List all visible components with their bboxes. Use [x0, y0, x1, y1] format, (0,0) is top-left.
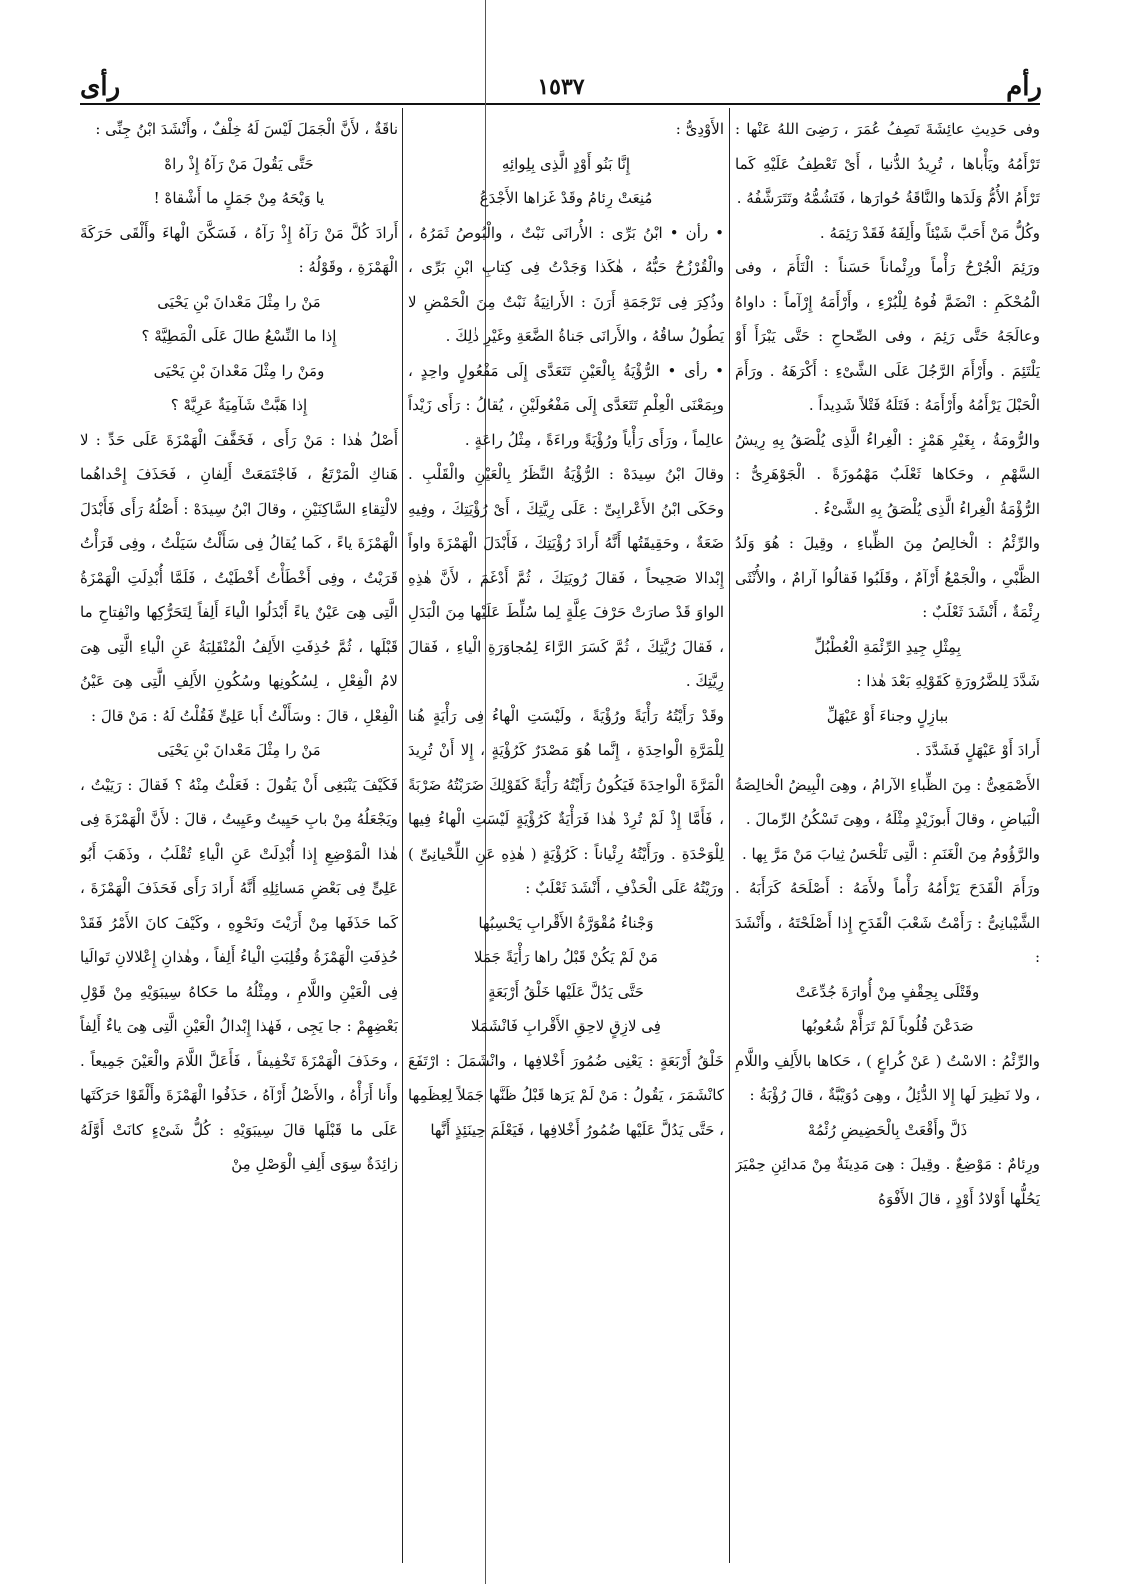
verse-line: إِذا ما النِّسْعُ طالَ عَلَى الْمَطِيَّهْ ؟ — [141, 327, 337, 345]
paragraph: وكُلُّ مَنْ أَحَبَّ شَيْئاً وأَلِفَهُ فَقَدْ رَئِمَهُ . — [819, 223, 1040, 242]
verse-line: وقَتْلَى بِحِقْفٍ مِنْ أُوارَةَ جُدِّعَتْ — [795, 982, 980, 1001]
header-rule — [80, 103, 1040, 105]
column-divider-left — [402, 108, 403, 1563]
verse-line: مُنِعَتْ رِئامُ وقَدْ غَزاها الأَجْدَعُ — [479, 189, 653, 207]
paragraph: وقَدْ رَأَيْتُهُ رَأْيَةً ورُؤْيَةً ، ولَيْسَتِ الْهاءُ فِى رَأْيَةٍ هُنا لِلْمَرَّةِ الْواحِدَةِ ، إِنَّما هُوَ مَصْدَرٌ كَرُؤْيَةٍ ، إِلا أَنْ تُرِيدَ الْمَرَّةَ الْواحِدَةَ فَيَكُونُ رَأَيْتُهُ رَأْيَةً كَقَوْلِكَ ضَرَبْتُهُ ضَرْبَةً ، فَأَمَّا إِذْ لَمْ تُرِدْ هٰذا فَرَأْيَةٌ كَرُؤْيَةٍ لَيْسَتِ الْهاءُ فِيها لِلْوَحْدَةِ . ورَأَيْتُهُ رِئْياناً : كَرُؤْيَةٍ ( هٰذِهِ عَنِ اللِّحْيانِىِّ ) ورَيْتُهُ عَلَى الْحَذْفِ ، أَنْشَدَ ثَعْلَبٌ : — [408, 706, 724, 897]
paragraph: والرُّومَةُ ، بِغَيْرِ هَمْزٍ : الْغِراءُ الَّذِى يُلْصَقُ بِهِ رِيشُ السَّهْمِ ، وحَكاها ثَعْلَبٌ مَهْمُوزَةً . الْجَوْهَرِىُّ : الرُّؤْمَةُ الْغِراءُ الَّذِى يُلْصَقُ بِهِ الشَّىْءُ . — [735, 430, 1040, 518]
paragraph: الأَصْمَعِىُّ : مِنَ الظِّباءِ الآرامُ ، وهِىَ الْبِيضُ الْخالِصَةُ الْبَياضِ ، وقالَ أَبوزَيْدٍ مِثْلَهُ ، وهِىَ تَسْكُنُ الرِّمالَ . — [735, 775, 1040, 828]
verse-line: فِى لازِقٍ لاحِقِ الأَقْرابِ فَانْشَمَلا — [471, 1017, 661, 1035]
paragraph: شَدَّدَ لِلضَّرُورَةِ كَقَوْلِهِ بَعْدَ هٰذا : — [856, 672, 1040, 690]
text-column-middle — [408, 112, 724, 1562]
paragraph: ورَئِمَ الْجُرْحُ رَأْماً ورِئْماناً حَسَناً : الْتَأَمَ ، وفى الْمُحْكَمِ : انْضَمَّ فُوهُ لِلْبُرْءِ ، وأَرْأَمَهُ إِرْآماً : داواهُ وعالَجَهُ حَتَّى رَئِمَ ، وفى الصِّحاحِ : حَتَّى يَبْرَأَ أَوْ يَلْتَئِمَ . وأَرْأَمَ الرَّجُلَ عَلَى الشَّىْءِ : أَكْرَهَهُ . ورَأَمَ الْحَبْلَ يَرْأَمُهُ وأَرْأَمَهُ : فَتَلَهُ فَتْلاً شَدِيداً . — [735, 258, 1040, 414]
paragraph: والرِّئْمُ : الْخالِصُ مِنَ الظِّباءِ ، وقِيلَ : هُوَ وَلَدُ الظَّبْىِ ، والْجَمْعُ أَرْآمٌ ، وقَلَبُوا فَقالُوا آرامٌ ، والأُنْثَى رِئْمَةٌ ، أَنْشَدَ ثَعْلَبٌ : — [735, 534, 1040, 621]
verse-line: مَنْ را مِثْلَ مَعْدانَ بْنِ يَحْيَى — [157, 741, 321, 759]
running-head-left: رأى — [80, 72, 121, 102]
paragraph: خَلْقُ أَرْبَعَةٍ : يَعْنِى ضُمُورَ أَخْلافِها ، وانْشَمَلَ : ارْتَفَعَ كانْشَمَرَ ، يَقُولُ : مَنْ لَمْ يَرَها قَبْلُ ظَنَّها جَمَلاً لِعِظَمِها ، حَتَّى يَدُلَّ عَلَيْها ضُمُورُ أَخْلافِها ، فَيَعْلَمَ حِينَئِذٍ أَنَّها — [408, 1051, 724, 1139]
text-column-right — [735, 112, 1040, 1562]
page-number: ١٥٣٧ — [537, 74, 585, 100]
verse-line: إِذا هَبَّتْ شَآمِيَةٌ عَرِيَّهْ ؟ — [170, 396, 308, 414]
verse-line: بِمِثْلِ جِيدِ الرِّئْمَةِ الْعُطْبُلِّ — [814, 637, 961, 656]
verse-line: حَتَّى يَدُلَّ عَلَيْها خَلْقُ أَرْبَعَةٍ — [488, 982, 644, 1001]
verse-line: مَنْ را مِثْلَ مَعْدانَ بْنِ يَحْيَى — [157, 292, 321, 311]
paragraph: • رأى • الرُّؤْيَةُ بِالْعَيْنِ تَتَعَدَّى إِلَى مَفْعُولٍ واحِدٍ ، وبِمَعْنَى الْعِلْمِ تَتَعَدَّى إِلَى مَفْعُولَيْنِ ، يُقالُ : رَأَى زَيْداً عالِماً ، ورَأَى رَأْياً ورُؤْيَةً وراءَةً ، مِثْلُ راعَةٍ . — [408, 361, 724, 449]
paragraph: ورِئامٌ : مَوْضِعٌ . وقِيلَ : هِىَ مَدِينَةٌ مِنْ مَدائِنِ حِمْيَرَ يَحُلُّها أَوْلادُ أَوْدٍ ، قالَ الأَفْوَهُ — [735, 1155, 1040, 1208]
paragraph: ورَأَمَ الْقَدَحَ يَرْأَمُهُ رَأْماً ولأَمَهُ : أَصْلَحَهُ كَرَأَبَهُ . الشَّيْبانِىُّ : رَأَمْتُ شَعْبَ الْقَدَحِ إِذا أَصْلَحْتَهُ ، وأَنْشَدَ : — [735, 879, 1040, 966]
paragraph: والرَّؤُومُ مِنَ الْغَنَمِ : الَّتِى تَلْحَسُ ثِيابَ مَنْ مَرَّ بِها . — [741, 844, 1040, 863]
paragraph: • رأن • ابْنُ بَرِّى : الأُرانَى نَبْتٌ ، والْبُوصُ ثَمَرُهُ ، والْقُرْزُحُ حَبُّهُ ، هٰكَذا وَجَدْتُ فِى كِتابِ ابْنِ بَرِّى ، وذُكِرَ فِى تَرْجَمَةِ أَرَنَ : الأَرانِيَةُ نَبْتٌ مِنَ الْحَمْضِ لا يَطُولُ ساقُهُ ، والأَرانَى جَناةُ الضَّعَةِ وغَيْرِ ذٰلِكَ . — [408, 223, 724, 345]
running-head-right: رأم — [1006, 72, 1042, 102]
paragraph: الأَوْدِىُّ : — [675, 120, 724, 138]
text-column-left — [80, 112, 398, 1562]
verse-line: حَتَّى يَقُولَ مَنْ رَآهُ إِذْ راهْ — [164, 154, 314, 173]
verse-line: وَجْناءُ مُقْوَرَّةُ الأَقْرابِ يَحْسِبُها — [478, 913, 654, 932]
column-divider-right — [729, 108, 730, 1563]
paragraph: والرِّئْمُ : الاسْتُ ( عَنْ كُراعٍ ) ، حَكاها بالأَلِفِ واللَّامِ ، ولا نَظِيرَ لَها إِلا الدُّئِلُ ، وهِىَ دُوَيْبَّةٌ ، قالَ رُؤْبَةُ : — [735, 1051, 1040, 1104]
paragraph: أَرادَ أَوْ عَيْهَلٍ فَشَدَّدَ . — [915, 741, 1040, 759]
paragraph: أَصْلُ هٰذا : مَنْ رَأَى ، فَخَفَّفَ الْهَمْزَةَ عَلَى حَدِّ : لا هَناكِ الْمَرْتَعُ ، فَاجْتَمَعَتْ أَلِفانِ ، فَحَذَفَ إِحْداهُما لالْتِقاءِ السَّاكِنَيْنِ ، وقالَ ابْنُ سِيدَهْ : أَصْلُهُ رَأَى فَأَبْدَلَ الْهَمْزَةَ ياءً ، كَما يُقالُ فِى سَأَلْتُ سَيَلْتُ ، وفِى قَرَأْتُ قَرَيْتُ ، وفِى أَخْطَأْتُ أَخْطَيْتُ ، فَلَمَّا أُبْدِلَتِ الْهَمْزَةُ الَّتِى هِىَ عَيْنٌ ياءً أَبْدَلُوا الْياءَ أَلِفاً لِتَحَرُّكِها وانْفِتاحِ ما قَبْلَها ، ثُمَّ حُذِفَتِ الأَلِفُ الْمُنْقَلِبَةُ عَنِ الْياءِ الَّتِى هِىَ لامُ الْفِعْلِ ، لِسُكُونِها وسُكُونِ الأَلِفِ الَّتِى هِىَ عَيْنُ الْفِعْلِ ، قالَ : وسَأَلْتُ أَبا عَلِىٍّ فَقُلْتُ لَهُ : مَنْ قالَ : — [80, 430, 398, 725]
paragraph: فَكَيْفَ يَنْبَغِى أَنْ يَقُولَ : فَعَلْتُ مِنْهُ ؟ فَقالَ : رَيَيْتُ ، ويَجْعَلُهُ مِنْ بابِ حَيِيتُ وعَيِيتُ ، قالَ : لأَنَّ الْهَمْزَةَ فِى هٰذا الْمَوْضِعِ إِذا أُبْدِلَتْ عَنِ الْياءِ تُقْلَبُ ، وذَهَبَ أَبُو عَلِىٍّ فِى بَعْضِ مَسائِلِهِ أَنَّهُ أَرادَ رَأَى فَحَذَفَ الْهَمْزَةَ ، كَما حَذَفَها مِنْ أَرَيْتَ ونَحْوِهِ ، وكَيْفَ كانَ الأَمْرُ فَقَدْ حُذِفَتِ الْهَمْزَةُ وقُلِبَتِ الْياءُ أَلِفاً ، وهٰذانِ إِعْلالانِ تَوالَيا فِى الْعَيْنِ واللَّامِ ، ومِثْلُهُ ما حَكاهُ سِيبَوَيْهِ مِنْ قَوْلِ بَعْضِهِمْ : جا يَجِى ، فَهٰذا إِبْدالُ الْعَيْنِ الَّتِى هِىَ ياءٌ أَلِفاً ، وحَذَفَ الْهَمْزَةَ تَخْفِيفاً ، فَأَعَلَّ اللَّامَ والْعَيْنَ جَمِيعاً . وأَنا أَرَأْهُ ، والأَصْلُ أَرْآهُ ، حَذَفُوا الْهَمْزَةَ وأَلْقَوْا حَرَكَتَها عَلَى ما قَبْلَها قالَ سِيبَوَيْهِ : كُلُّ شَىْءٍ كانَتْ أَوَّلَهُ زائِدَةٌ سِوَى أَلِفِ الْوَصْلِ مِنْ — [80, 775, 398, 1173]
verse-line: صَدَعْنَ قُلُوباً لَمْ تَرَأَّمْ شُعُوبُها — [801, 1017, 974, 1035]
verse-line: إِنَّا بَنُو أَوْدٍ الَّذِى بِلِوائِهِ — [501, 154, 631, 173]
verse-line: ومَنْ را مِثْلَ مَعْدانَ بْنِ يَحْيَى — [153, 361, 325, 380]
paragraph: أَرادَ كُلَّ مَنْ رَآهُ إِذْ رَآهُ ، فَسَكَّنَ الْهاءَ وأَلْقَى حَرَكَةَ الْهَمْزَةِ ، وقَوْلُهُ : — [80, 223, 398, 276]
verse-line: ذَلَّ وأَقْعَتْ بِالْحَضِيضِ رُئْمُهْ — [807, 1120, 968, 1139]
paragraph: وفى حَدِيثِ عائِشَةَ تَصِفُ عُمَرَ ، رَضِىَ اللهُ عَنْها : تَرْأَمُهُ ويَأْباها ، تُرِيدُ الدُّنيا ، أَىْ تَعْطِفُ عَلَيْهِ كَما تَرْأَمُ الأُمُّ وَلَدَها والنَّاقَةُ حُوارَها ، فَتَشُمُّهُ وتَتَرَشَّفُهُ . — [735, 120, 1040, 207]
verse-line: يا وَيْحَهُ مِنْ جَمَلٍ ما أَشْقاهْ ! — [153, 189, 325, 207]
verse-line: ببازِلٍ وجناءَ أَوْ عَيْهَلِّ — [826, 706, 949, 725]
paragraph: وقالَ ابْنُ سِيدَهْ : الرُّؤْيَةُ النَّظَرُ بِالْعَيْنِ والْقَلْبِ . وحَكَى ابْنُ الأَعْرابِىِّ : عَلَى رِيَّتِكَ ، أَىْ رُؤْيَتِكَ ، وفِيهِ ضَعَةٌ ، وحَقِيقَتُها أَنَّهُ أَرادَ رُؤْيَتِكَ ، فَأَبْدَلَ الْهَمْزَةَ واواً إِبْدالا صَحِيحاً ، فَقالَ رُويَتِكَ ، ثُمَّ أَدْغَمَ ، لأَنَّ هٰذِهِ الواوَ قَدْ صارَتْ حَرْفَ عِلَّةٍ لِما سُلِّطَ عَلَيْها مِنَ الْبَدَلِ ، فَقالَ رُيَّتِكَ ، ثُمَّ كَسَرَ الرَّاءَ لِمُجاوَرَةِ الْياءِ ، فَقالَ رِيَّتِكَ . — [408, 465, 724, 690]
verse-line: مَنْ لَمْ يَكُنْ قَبْلُ راها رَأْيَةً جَمَلا — [474, 948, 658, 966]
paragraph: ناقَةٌ ، لأَنَّ الْجَمَلَ لَيْسَ لَهُ خِلْفٌ ، وأَنْشَدَ ابْنُ جِنِّى : — [95, 120, 398, 138]
